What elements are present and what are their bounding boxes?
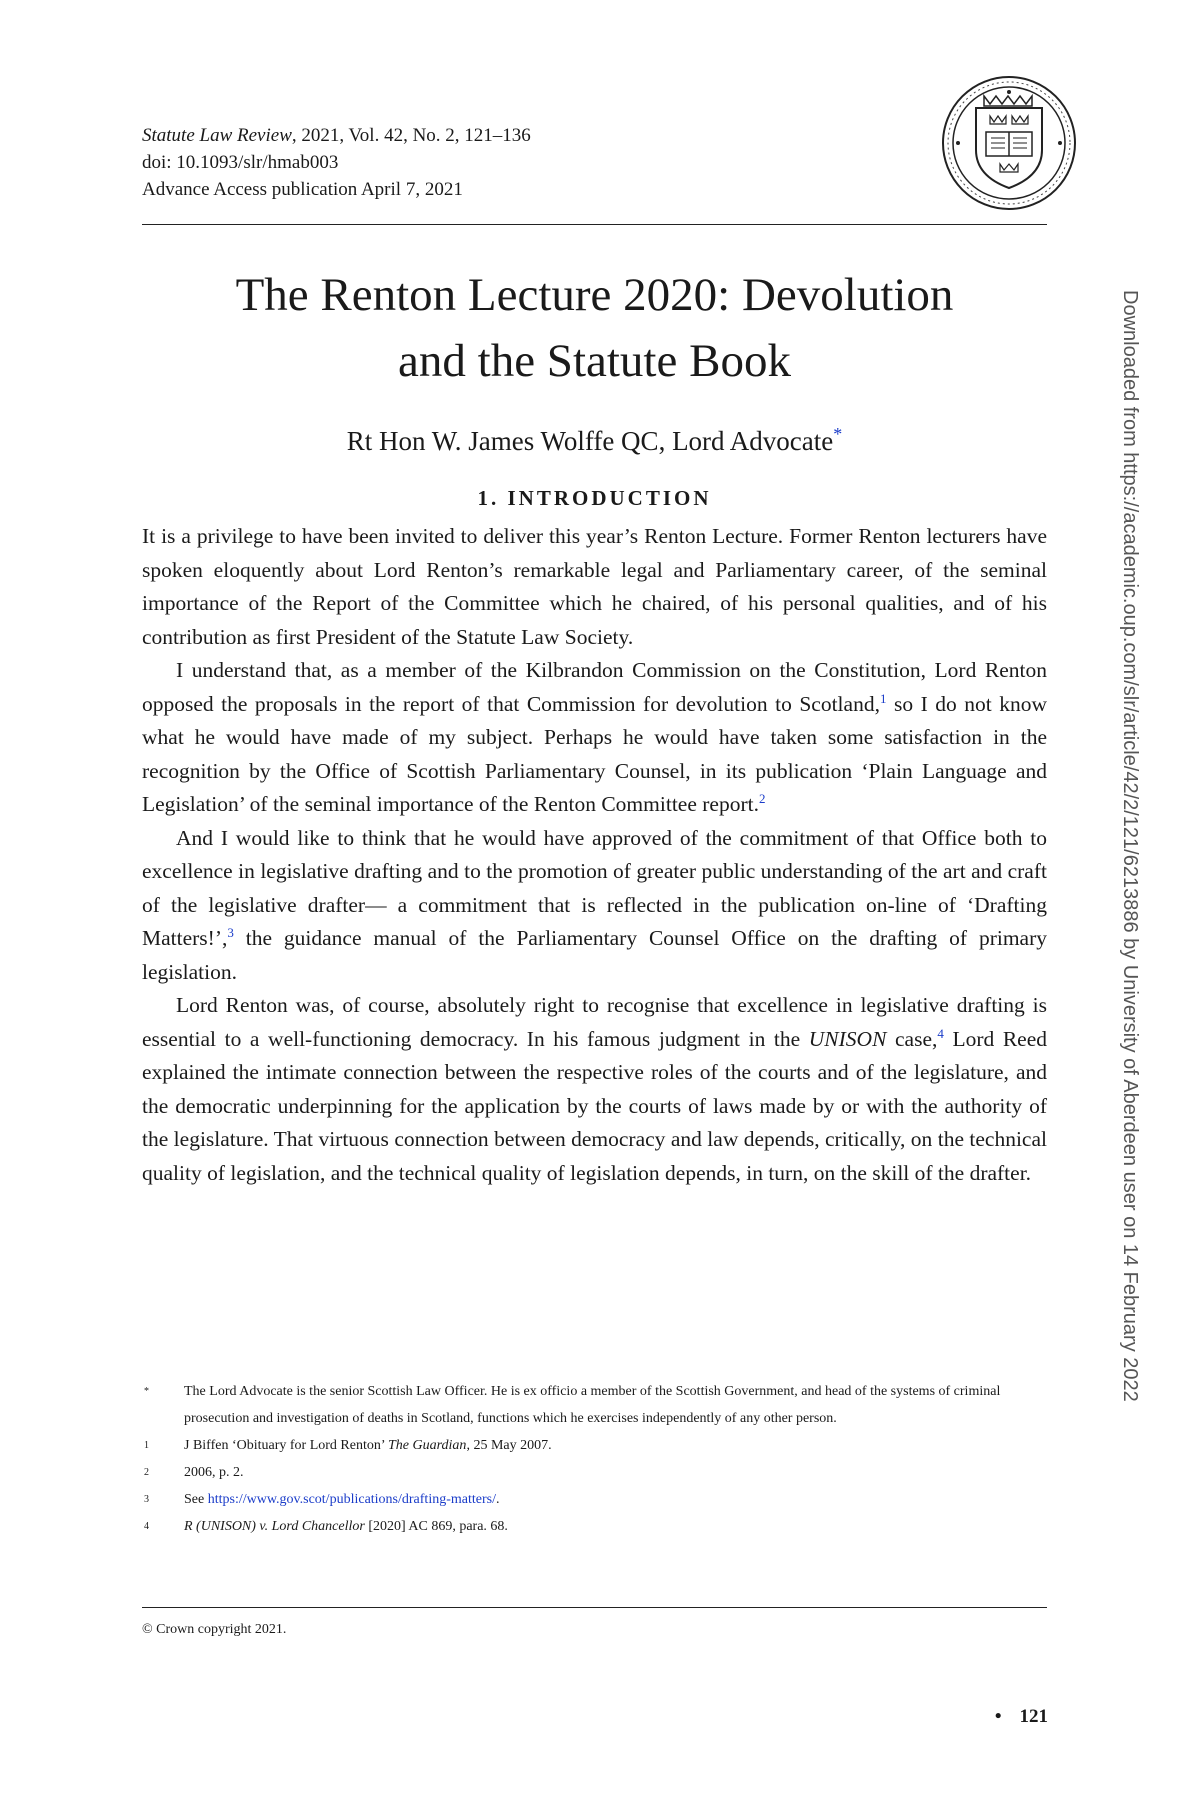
footer-divider: [142, 1607, 1047, 1608]
author-footnote-marker[interactable]: *: [833, 424, 843, 444]
paragraph-2: [142, 654, 1047, 822]
journal-volume: , 2021, Vol. 42, No. 2, 121–136: [291, 125, 531, 146]
footnote-text: , 25 May 2007.: [466, 1438, 552, 1453]
drafting-matters-link[interactable]: https://www.gov.scot/publications/drafting-matters/: [207, 1492, 496, 1507]
footnote-ref-2[interactable]: 2: [758, 790, 766, 806]
bullet-separator: •: [994, 1706, 1002, 1727]
footnote-1: [142, 1432, 1047, 1459]
footnote-ref-3[interactable]: 3: [227, 924, 234, 940]
section-number: 1.: [477, 486, 500, 510]
journal-meta: [142, 122, 531, 203]
paragraph-2-text-a: I understand that, as a member of the Kilbrandon Commission on the Constitution, Lord Renton opposed the proposals in the report of that Commission for devolution to Scotland,: [142, 658, 1047, 716]
download-watermark: Downloaded from https://academic.oup.com/slr/article/42/2/121/6213886 by University of Aberdeen user on 14 February 2022: [1119, 290, 1141, 1402]
footnote-text: J Biffen ‘Obituary for Lord Renton’: [184, 1438, 388, 1453]
paragraph-1: It is a privilege to have been invited to deliver this year’s Renton Lecture. Former Renton lecturers have spoken eloquently about Lord Renton’s remarkable legal and Parliamentary career, of the seminal importance of the Report of the Committee which he chaired, of his personal qualities, and of his contribution as first President of the Statute Law Society.: [142, 524, 1047, 649]
journal-name: Statute Law Review: [142, 125, 292, 146]
copyright-notice: © Crown copyright 2021.: [142, 1622, 287, 1637]
paragraph-4-text-a: Lord Renton was, of course, absolutely right to recognise that excellence in legislative drafting is essential to a well-functioning democracy. In his famous judgment in the: [142, 993, 1047, 1051]
article-title-line-2: and the Statute Book: [398, 335, 791, 387]
case-citation: R (UNISON) v. Lord Chancellor: [184, 1519, 365, 1534]
footnote-text: .: [495, 1492, 500, 1507]
case-name: UNISON: [808, 1026, 887, 1051]
article-title-line-1: The Renton Lecture 2020: Devolution: [235, 269, 954, 321]
footnote-text: [2020] AC 869, para. 68.: [364, 1519, 508, 1534]
publication-name: The Guardian: [388, 1438, 467, 1453]
paragraph-3: [142, 822, 1047, 990]
journal-doi: doi: 10.1093/slr/hmab003: [142, 152, 339, 173]
author-name: Rt Hon W. James Wolffe QC, Lord Advocate: [346, 426, 834, 456]
page-number-value: 121: [1019, 1706, 1048, 1727]
footnote-3: [142, 1486, 1047, 1513]
section-title: INTRODUCTION: [507, 486, 712, 510]
article-body: [142, 520, 1047, 1190]
footnote-ref-1[interactable]: 1: [879, 690, 887, 706]
author-line: [142, 416, 1047, 459]
footnote-ref-4[interactable]: 4: [937, 1025, 944, 1041]
footnotes: [142, 1378, 1047, 1540]
paragraph-4: [142, 989, 1047, 1190]
article-title: [142, 262, 1047, 394]
footnote-mark: *: [144, 1386, 149, 1397]
footnote-mark: 4: [144, 1521, 149, 1532]
section-heading: [142, 486, 1047, 511]
page-number: [995, 1706, 1048, 1728]
paragraph-3-text-b: the guidance manual of the Parliamentary Counsel Office on the drafting of primary legislation.: [142, 926, 1047, 984]
footnote-text: See: [184, 1492, 208, 1507]
paragraph-4-text-c: Lord Reed explained the intimate connection between the respective roles of the courts and of the legislature, and the democratic underpinning for the application by the courts of laws made by or with the authority of the legislature. That virtuous connection between democracy and law depends, critically, on the technical quality of legislation, and the technical quality of legislation depends, in turn, on the skill of the drafter.: [142, 1026, 1048, 1185]
header-divider: [142, 224, 1047, 225]
footnote-mark: 2: [144, 1467, 149, 1478]
paragraph-3-text-a: And I would like to think that he would have approved of the commitment of that Office both to excellence in legislative drafting and to the promotion of greater public understanding of the art and craft of the legislative drafter— a commitment that is reflected in the publication on-line of ‘Drafting Matters!’,: [142, 825, 1047, 950]
journal-citation: [142, 122, 531, 149]
footnote-star: [142, 1378, 1047, 1432]
paragraph-2-text-b: so I do not know what he would have made of my subject. Perhaps he would have taken some satisfaction in the recognition by the Office of Scottish Parliamentary Counsel, in its publication ‘Plain Language and Legislation’ of the seminal importance of the Renton Committee report.: [142, 691, 1047, 816]
university-crest-icon: [938, 72, 1080, 214]
footnote-4: [142, 1513, 1047, 1540]
footnote-mark: 3: [144, 1494, 149, 1505]
advance-access-date: Advance Access publication April 7, 2021: [142, 179, 463, 200]
footnote-text: 2006, p. 2.: [184, 1465, 244, 1480]
footnote-text: The Lord Advocate is the senior Scottish Law Officer. He is ex officio a member of the Scottish Government, and head of the systems of criminal prosecution and investigation of deaths in Scotland, functions which he exercises independently of any other person.: [184, 1384, 1001, 1426]
footnote-mark: 1: [144, 1440, 149, 1451]
footnote-2: [142, 1459, 1047, 1486]
paragraph-4-text-b: case,: [886, 1026, 938, 1051]
